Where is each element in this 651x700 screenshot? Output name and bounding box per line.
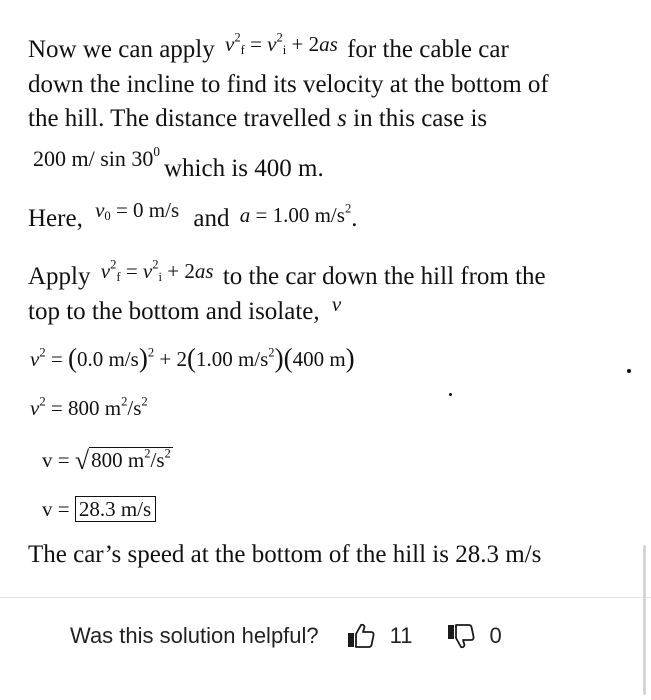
dislike-button[interactable] (446, 622, 502, 650)
kinematic-equation: v2f = v2i + 2as (225, 30, 338, 58)
divider (0, 597, 651, 598)
para-apply-line1: Now we can apply $^{v^2_f = v^2_i + 2as}$ for the cable car (28, 30, 509, 63)
stray-dot (449, 393, 452, 396)
distance-line: 200 m/ $\sin 30^0$ which is 400 m. (33, 144, 324, 182)
para-apply-line3: the hill. The distance travelled s in this case is (28, 105, 488, 132)
feedback-question: Was this solution helpful? (70, 623, 319, 648)
feedback-bar (70, 616, 535, 656)
like-button[interactable] (346, 622, 413, 650)
equation-v-sqrt: v = √800 $m^2/s^2$ (42, 446, 171, 475)
equation-v-squared: $v^2 = 800$ $m^2/s^2$ (30, 394, 148, 420)
dislike-count: 0 (489, 623, 502, 648)
boxed-answer: 28.3 m/s (75, 496, 156, 522)
conclusion-text: The car’s speed at the bottom of the hill is 28.3 m/s (28, 541, 542, 568)
like-count: 11 (389, 623, 413, 648)
scrollbar[interactable] (643, 545, 646, 695)
para-isolate-line2: top to the bottom and isolate, $^v$ (28, 292, 342, 325)
stray-dot (627, 369, 631, 373)
given-values-line: Here, $^{v_0 = 0 m/s}$ and a = 1.00 $m/s^2$. (28, 198, 358, 232)
para-apply-line2: down the incline to find its velocity at the bottom of (28, 71, 549, 98)
para-isolate-line1: Apply $^{v^2_f = v^2_i + 2as}$ to the car down the hill from the (28, 257, 546, 290)
equation-substitution: $v^2 = (0.0$ m/s)$^2$ + 2(1.00 $m/s^2)(400$ m) (30, 343, 355, 373)
thumbs-down-icon (446, 622, 476, 650)
equation-answer: v = 28.3 m/s (42, 496, 156, 522)
thumbs-up-icon (346, 622, 376, 650)
